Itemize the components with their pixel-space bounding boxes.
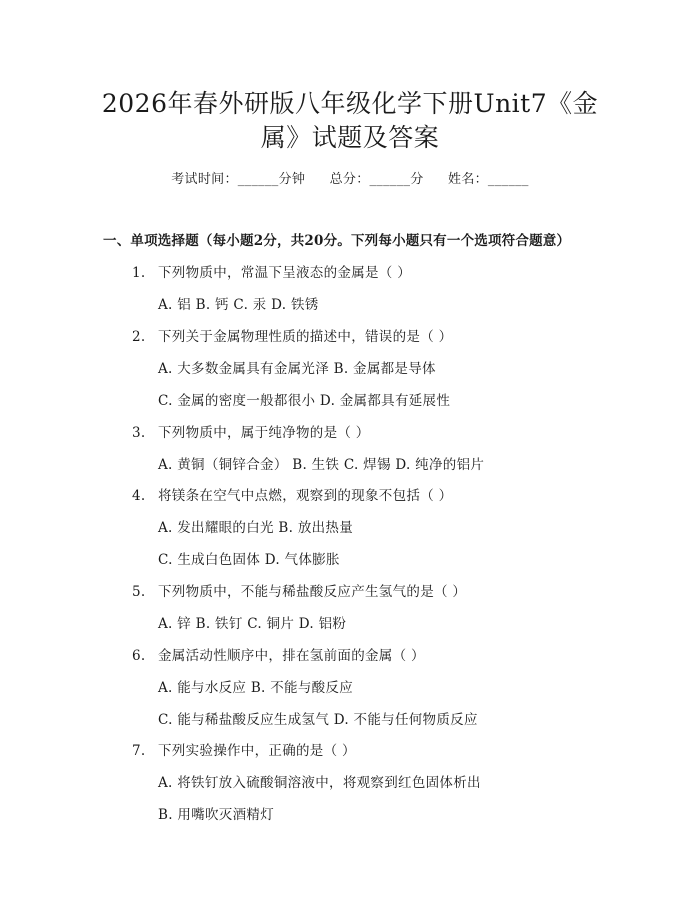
section-heading: 一、单项选择题（每小题2分，共20分。下列每小题只有一个选项符合题意） bbox=[103, 233, 571, 249]
document-title-line-1: 2026年春外研版八年级化学下册Unit7《金 bbox=[101, 89, 599, 118]
question-7-options-row-2: B. 用嘴吹灭酒精灯 bbox=[158, 807, 275, 823]
question-text: 下列物质中，属于纯净物的是（ ） bbox=[158, 425, 370, 441]
question-number: 5. bbox=[132, 584, 146, 600]
exam-name-field: 姓名：______ bbox=[448, 172, 529, 187]
question-3-options: A. 黄铜（铜锌合金） B. 生铁 C. 焊锡 D. 纯净的铝片 bbox=[158, 457, 485, 473]
question-5-options: A. 锌 B. 铁钉 C. 铜片 D. 铝粉 bbox=[158, 616, 347, 632]
question-7 bbox=[132, 739, 356, 759]
question-number: 7. bbox=[132, 743, 146, 759]
document-title-line-2: 属》试题及答案 bbox=[260, 123, 440, 152]
question-2-options-row-1: A. 大多数金属具有金属光泽 B. 金属都是导体 bbox=[158, 361, 436, 377]
question-text: 将镁条在空气中点燃，观察到的现象不包括（ ） bbox=[158, 488, 453, 504]
exam-score-field: 总分：______分 bbox=[329, 172, 424, 187]
question-2-options-row-2: C. 金属的密度一般都很小 D. 金属都具有延展性 bbox=[158, 393, 451, 409]
question-1-options: A. 铝 B. 钙 C. 汞 D. 铁锈 bbox=[158, 297, 319, 313]
question-6-options-row-1: A. 能与水反应 B. 不能与酸反应 bbox=[158, 680, 354, 696]
exam-meta bbox=[0, 168, 700, 187]
question-text: 下列物质中，不能与稀盐酸反应产生氢气的是（ ） bbox=[158, 584, 467, 600]
question-text: 下列实验操作中，正确的是（ ） bbox=[158, 743, 356, 759]
question-3 bbox=[132, 421, 370, 441]
question-4-options-row-1: A. 发出耀眼的白光 B. 放出热量 bbox=[158, 520, 354, 536]
question-6 bbox=[132, 644, 425, 664]
question-text: 下列关于金属物理性质的描述中，错误的是（ ） bbox=[158, 329, 453, 345]
question-number: 4. bbox=[132, 488, 146, 504]
question-1 bbox=[132, 261, 411, 281]
question-5 bbox=[132, 580, 466, 600]
question-number: 2. bbox=[132, 329, 146, 345]
question-7-options-row-1: A. 将铁钉放入硫酸铜溶液中，将观察到红色固体析出 bbox=[158, 775, 481, 791]
question-6-options-row-2: C. 能与稀盐酸反应生成氢气 D. 不能与任何物质反应 bbox=[158, 712, 478, 728]
question-number: 1. bbox=[132, 265, 146, 281]
question-4-options-row-2: C. 生成白色固体 D. 气体膨胀 bbox=[158, 552, 340, 568]
question-number: 3. bbox=[132, 425, 146, 441]
question-number: 6. bbox=[132, 648, 146, 664]
question-text: 金属活动性顺序中，排在氢前面的金属（ ） bbox=[158, 648, 425, 664]
question-2 bbox=[132, 325, 452, 345]
question-4 bbox=[132, 484, 452, 504]
exam-time-field: 考试时间：______分钟 bbox=[171, 172, 306, 187]
question-text: 下列物质中，常温下呈液态的金属是（ ） bbox=[158, 265, 411, 281]
